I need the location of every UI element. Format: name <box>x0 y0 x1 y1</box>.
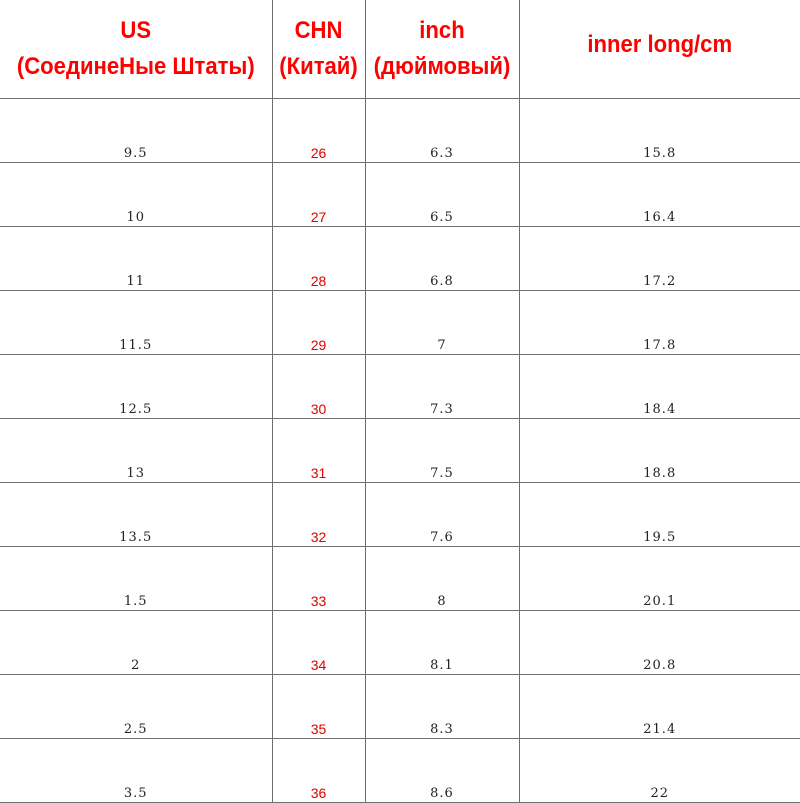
header-us <box>11 0 261 99</box>
header-us-label: US <box>120 17 152 44</box>
us-size-cell: 2.5 <box>0 675 272 739</box>
header-chn <box>276 0 362 99</box>
chn-size-cell: 31 <box>272 419 365 483</box>
us-size-cell: 13 <box>0 419 272 483</box>
header-inner-length-label: inner long/cm <box>587 31 733 58</box>
inner-length-cell: 15.8 <box>519 99 800 163</box>
header-inch-sublabel: (дюймовый) <box>373 53 511 80</box>
table-row <box>0 547 800 611</box>
header-inch-label: inch <box>419 17 465 44</box>
chn-size-cell: 26 <box>272 99 365 163</box>
inner-length-cell: 22 <box>519 739 800 803</box>
chn-size-cell: 35 <box>272 675 365 739</box>
table-row <box>0 355 800 419</box>
chn-size-cell: 34 <box>272 611 365 675</box>
inner-length-cell: 18.4 <box>519 355 800 419</box>
inner-length-cell: 16.4 <box>519 163 800 227</box>
chn-size-cell: 36 <box>272 739 365 803</box>
table-row <box>0 99 800 163</box>
header-inner-length <box>530 0 789 99</box>
inch-cell: 6.3 <box>365 99 519 163</box>
inch-cell: 7.6 <box>365 483 519 547</box>
us-size-cell: 13.5 <box>0 483 272 547</box>
table-row <box>0 291 800 355</box>
inch-cell: 8.3 <box>365 675 519 739</box>
chn-size-cell: 28 <box>272 227 365 291</box>
header-chn-label: CHN <box>294 17 343 44</box>
inch-cell: 7.3 <box>365 355 519 419</box>
inch-cell: 8.6 <box>365 739 519 803</box>
header-chn-sublabel: (Китай) <box>279 53 358 80</box>
table-row <box>0 675 800 739</box>
us-size-cell: 12.5 <box>0 355 272 419</box>
us-size-cell: 2 <box>0 611 272 675</box>
inch-cell: 8 <box>365 547 519 611</box>
inner-length-cell: 20.1 <box>519 547 800 611</box>
table-body <box>0 99 800 803</box>
inner-length-cell: 17.2 <box>519 227 800 291</box>
inner-length-cell: 19.5 <box>519 483 800 547</box>
inner-length-cell: 18.8 <box>519 419 800 483</box>
us-size-cell: 11 <box>0 227 272 291</box>
chn-size-cell: 32 <box>272 483 365 547</box>
inch-cell: 7 <box>365 291 519 355</box>
table-row <box>0 739 800 803</box>
us-size-cell: 3.5 <box>0 739 272 803</box>
inch-cell: 6.8 <box>365 227 519 291</box>
header-row <box>0 0 800 99</box>
chn-size-cell: 33 <box>272 547 365 611</box>
inch-cell: 8.1 <box>365 611 519 675</box>
table-row <box>0 483 800 547</box>
us-size-cell: 11.5 <box>0 291 272 355</box>
us-size-cell: 1.5 <box>0 547 272 611</box>
table-row <box>0 611 800 675</box>
inner-length-cell: 21.4 <box>519 675 800 739</box>
us-size-cell: 9.5 <box>0 99 272 163</box>
chn-size-cell: 27 <box>272 163 365 227</box>
table-row <box>0 419 800 483</box>
header-inch <box>371 0 513 99</box>
us-size-cell: 10 <box>0 163 272 227</box>
inner-length-cell: 17.8 <box>519 291 800 355</box>
table-row <box>0 163 800 227</box>
chn-size-cell: 29 <box>272 291 365 355</box>
inch-cell: 6.5 <box>365 163 519 227</box>
chn-size-cell: 30 <box>272 355 365 419</box>
inner-length-cell: 20.8 <box>519 611 800 675</box>
header-us-sublabel: (СоединеНые Штаты) <box>16 53 255 80</box>
table-row <box>0 227 800 291</box>
inch-cell: 7.5 <box>365 419 519 483</box>
